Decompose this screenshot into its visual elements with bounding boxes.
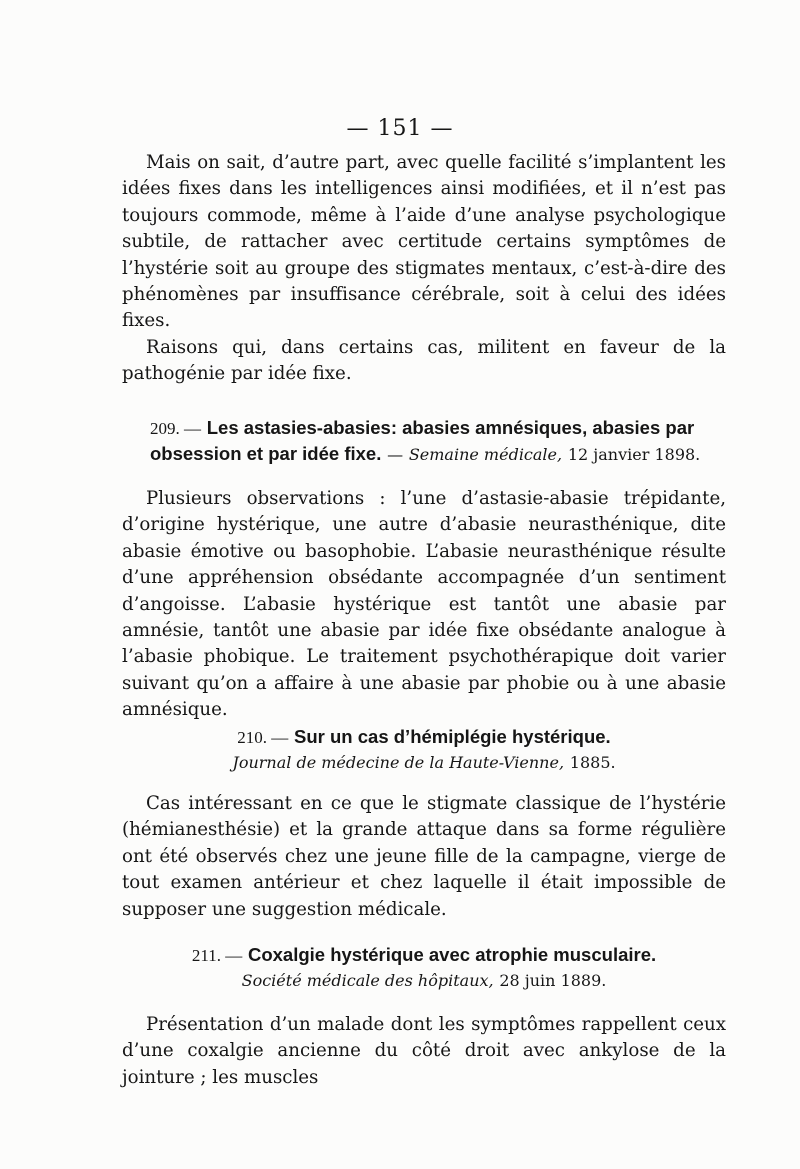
section-211-body-block: [122, 1012, 726, 1091]
section-210-date: 1885.: [569, 753, 616, 772]
section-210-body-block: [122, 791, 726, 923]
intro-paragraph-1: Mais on sait, d’autre part, avec quelle facilité s’implantent les idées fixes dans les intelligences ainsi modifiées, et il n’est pas toujours commode, même à l’aide d’une analyse psychologique subtile, de rattacher avec certitude certains symptômes de l’hystérie soit au groupe des stigmates mentaux, c’est-à-dire des phénomènes par insuffisance cérébrale, soit à celui des idées fixes.: [122, 152, 726, 332]
intro-block: [122, 150, 726, 388]
section-211-body: Présentation d’un malade dont les symptômes rappellent ceux d’une coxalgie ancienne du côté droit avec ankylose de la jointure ; les muscles: [122, 1014, 726, 1088]
intro-paragraph-2: Raisons qui, dans certains cas, militent en faveur de la pathogénie par idée fixe.: [122, 336, 726, 385]
section-209-source: Semaine médicale,: [408, 445, 563, 464]
section-211-source: Société médicale des hôpitaux,: [241, 971, 494, 990]
section-210-source: Journal de médecine de la Haute-Vienne,: [232, 753, 565, 772]
section-209-body: Plusieurs observations : l’une d’astasie-abasie trépidante, d’origine hystérique, une autre d’abasie neurasthénique, dite abasie émotive ou basophobie. L’abasie neurasthénique résulte d’une appréhension obsédante accompagnée d’un sentiment d’angoisse. L’abasie hystérique est tantôt une abasie par amnésie, tantôt une abasie par idée fixe obsédante analogue à l’abasie phobique. Le traitement psychothérapique doit varier suivant qu’on a affaire à une abasie par phobie ou à une abasie amnésique.: [122, 488, 726, 721]
section-211-title: Coxalgie hystérique avec atrophie musculaire.: [247, 944, 657, 965]
section-209-number: 209. —: [150, 419, 201, 438]
section-211-heading: [122, 942, 726, 993]
section-211-number: 211. —: [191, 946, 243, 965]
section-209-dash: —: [387, 445, 404, 464]
section-210-heading: [122, 724, 726, 775]
section-209-title: Les astasies-abasies: abasies amnésiques, abasies par obsession et par idée fixe.: [150, 417, 695, 464]
section-211-date: 28 juin 1889.: [499, 971, 607, 990]
section-209-body-block: [122, 486, 726, 724]
section-209-date: 12 janvier 1898.: [567, 445, 701, 464]
section-210-title: Sur un cas d’hémiplégie hystérique.: [294, 726, 611, 747]
section-210-body: Cas intéressant en ce que le stigmate classique de l’hystérie (hémianesthésie) et la grande attaque dans sa forme régulière ont été observés chez une jeune fille de la campagne, vierge de tout examen antérieur et chez laquelle il était impossible de supposer une suggestion médicale.: [122, 793, 726, 920]
section-209-heading: [122, 415, 726, 467]
page-number: — 151 —: [346, 116, 454, 141]
section-210-number: 210. —: [237, 728, 289, 747]
